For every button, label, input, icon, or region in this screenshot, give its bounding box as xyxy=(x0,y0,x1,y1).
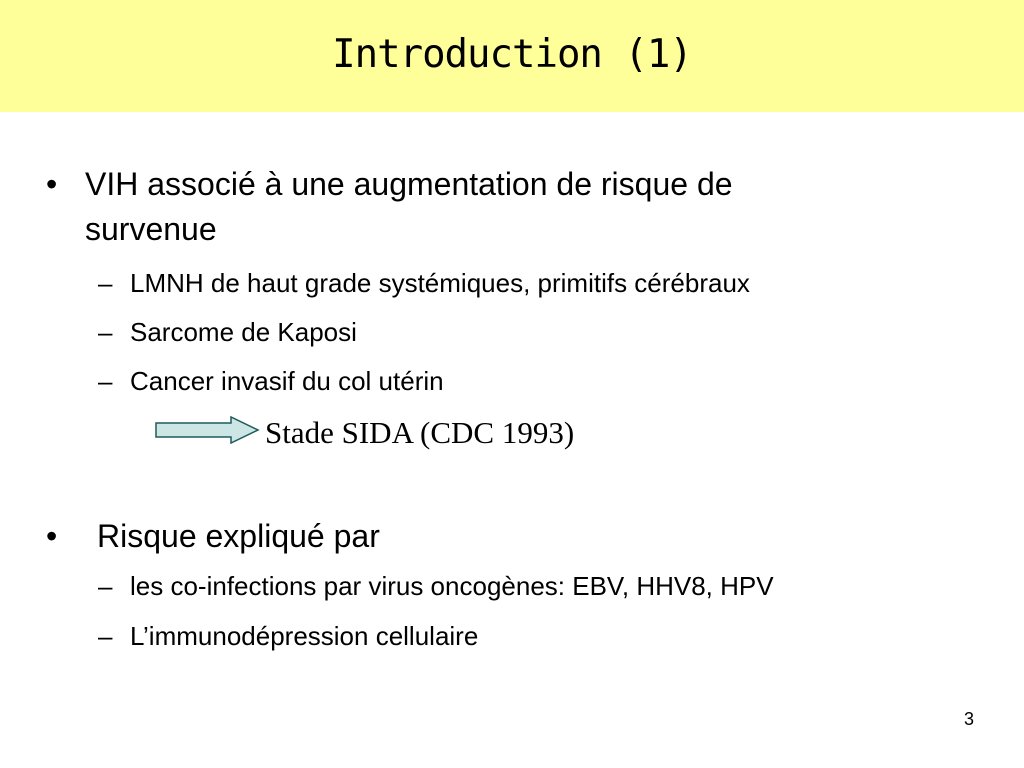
arrow-note: Stade SIDA (CDC 1993) xyxy=(265,415,575,450)
sub-bullet-marker: – xyxy=(98,571,113,601)
slide-title: Introduction (1) xyxy=(332,32,692,77)
sub-item-coinfections: les co-infections par virus oncogènes: EBV, HHV8, HPV xyxy=(130,571,774,601)
sub-bullet-marker: – xyxy=(98,621,113,651)
bullet-marker: • xyxy=(46,518,58,554)
right-arrow-icon xyxy=(155,416,260,444)
sub-item-lmnh: LMNH de haut grade systémiques, primitifs cérébraux xyxy=(130,268,750,298)
page-number: 3 xyxy=(963,709,974,729)
bullet-1-line-2: survenue xyxy=(85,211,217,247)
bullet-2-text: Risque expliqué par xyxy=(97,518,380,554)
sub-item-immunodepression: L’immunodépression cellulaire xyxy=(130,621,479,651)
bullet-marker: • xyxy=(46,166,58,202)
sub-item-cancer-col: Cancer invasif du col utérin xyxy=(130,366,444,396)
sub-bullet-marker: – xyxy=(98,268,113,298)
sub-bullet-marker: – xyxy=(98,366,113,396)
sub-item-kaposi: Sarcome de Kaposi xyxy=(130,317,357,347)
sub-bullet-marker: – xyxy=(98,317,113,347)
bullet-1-line-1: VIH associé à une augmentation de risque de xyxy=(85,166,733,202)
